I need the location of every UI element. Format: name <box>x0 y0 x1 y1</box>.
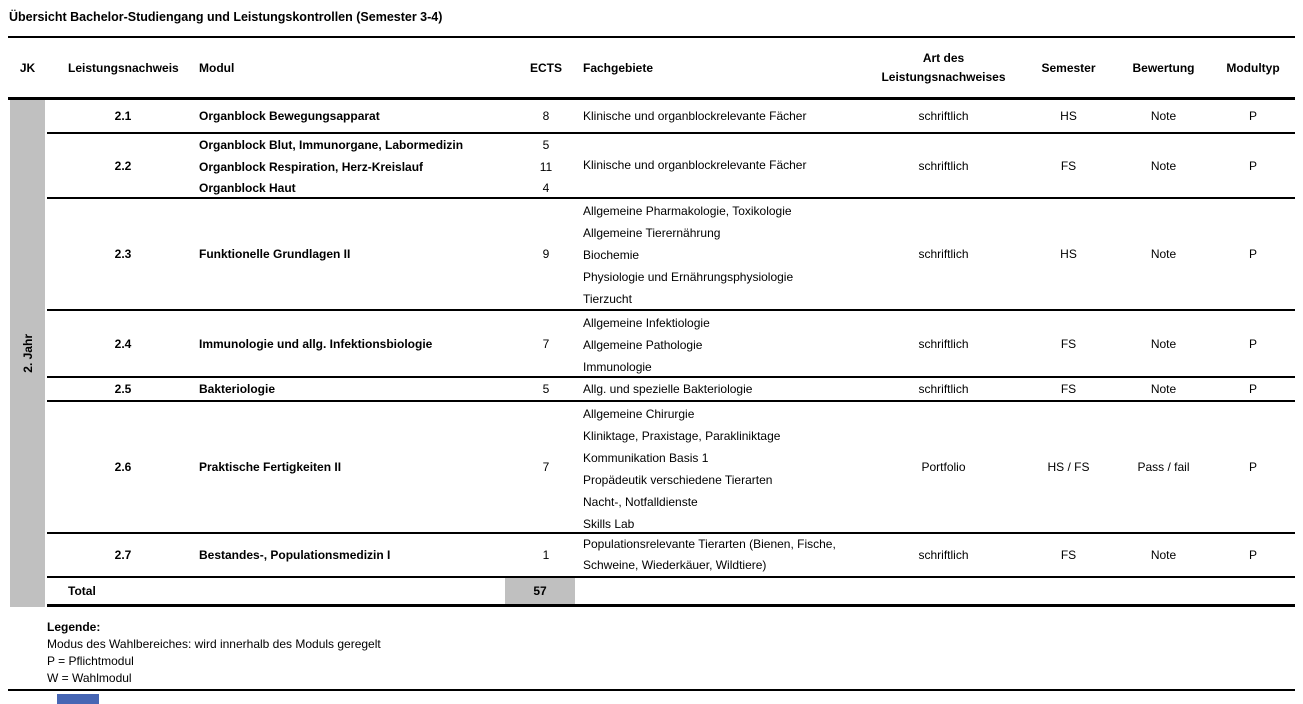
cell-fachgebiet: Allgemeine Tierernährung <box>583 226 721 240</box>
cell-leistungsnachweis: 2.1 <box>114 109 132 123</box>
table-row-total <box>47 578 1295 607</box>
cell-fachgebiet: Allg. und spezielle Bakteriologie <box>583 381 753 396</box>
legend-heading: Legende: <box>47 620 101 634</box>
cell-fachgebiet: Kommunikation Basis 1 <box>583 451 709 465</box>
cell-art: schriftlich <box>918 247 969 261</box>
table-row-2-4 <box>47 311 1295 378</box>
cell-art: schriftlich <box>918 382 969 396</box>
cell-module-name: Praktische Fertigkeiten II <box>199 460 342 474</box>
cell-fachgebiet: Nacht-, Notfalldienste <box>583 495 698 509</box>
cell-semester: FS <box>1060 548 1077 562</box>
cell-art: Portfolio <box>921 460 966 474</box>
cell-fachgebiet: Immunologie <box>583 360 652 374</box>
col-header-bewertung: Bewertung <box>1132 60 1195 75</box>
cell-ects: 5 <box>542 382 550 396</box>
bottom-rule <box>8 689 1295 691</box>
cell-module-name: Funktionelle Grundlagen II <box>199 247 351 261</box>
total-label: Total <box>68 584 96 598</box>
col-header-art-des-leistungsnachweises <box>866 49 1021 87</box>
cell-modultyp: P <box>1248 548 1257 562</box>
table-row-2-3 <box>47 199 1295 311</box>
legend-line: Modus des Wahlbereiches: wird innerhalb des Moduls geregelt <box>47 637 381 651</box>
overview-table <box>8 36 1295 704</box>
cell-ects: 4 <box>542 181 550 195</box>
cell-modultyp: P <box>1248 158 1257 173</box>
cell-bewertung: Note <box>1150 336 1177 351</box>
cell-leistungsnachweis: 2.3 <box>114 247 132 261</box>
cell-module-name: Bestandes-, Populationsmedizin I <box>199 548 391 562</box>
cell-fachgebiet: Allgemeine Pharmakologie, Toxikologie <box>583 204 792 218</box>
cell-fachgebiet: Tierzucht <box>583 292 632 306</box>
cell-semester: HS / FS <box>1047 460 1090 474</box>
cell-fachgebiet: Kliniktage, Praxistage, Parakliniktage <box>583 429 781 443</box>
cell-semester: FS <box>1060 336 1077 351</box>
partial-blue-bar <box>57 694 99 704</box>
cell-module-name: Organblock Bewegungsapparat <box>199 109 380 123</box>
cell-leistungsnachweis: 2.2 <box>114 158 132 173</box>
cell-ects: 11 <box>539 159 553 174</box>
cell-fachgebiet: Skills Lab <box>583 517 635 531</box>
cell-fachgebiet: Biochemie <box>583 248 640 262</box>
col-header-jk: JK <box>19 60 36 75</box>
col-header-leistungsnachweis: Leistungsnachweis <box>68 60 179 75</box>
cell-fachgebiet: Physiologie und Ernährungsphysiologie <box>583 270 794 284</box>
cell-bewertung: Note <box>1150 158 1177 173</box>
col-header-modul: Modul <box>199 60 235 75</box>
cell-module-name: Organblock Respiration, Herz-Kreislauf <box>199 159 424 174</box>
cell-ects: 5 <box>542 138 550 152</box>
cell-fachgebiet: Propädeutik verschiedene Tierarten <box>583 473 773 487</box>
cell-art: schriftlich <box>918 548 969 562</box>
col-header-modultyp: Modultyp <box>1226 60 1280 75</box>
total-ects-cell: 57 <box>505 578 575 604</box>
cell-modultyp: P <box>1248 247 1257 261</box>
cell-modultyp: P <box>1248 336 1257 351</box>
cell-modultyp: P <box>1248 460 1257 474</box>
cell-fachgebiet: Populationsrelevante Tierarten (Bienen, Fische, Schweine, Wiederkäuer, Wildtiere) <box>583 537 836 572</box>
cell-modultyp: P <box>1248 382 1257 396</box>
cell-fachgebiet: Klinische und organblockrelevante Fächer <box>583 108 807 123</box>
legend-line: W = Wahlmodul <box>47 671 132 685</box>
cell-bewertung: Note <box>1150 247 1177 261</box>
cell-semester: HS <box>1060 109 1077 123</box>
cell-art: schriftlich <box>918 158 969 173</box>
cell-art: schriftlich <box>918 336 969 351</box>
table-header-row <box>8 38 1295 97</box>
cell-leistungsnachweis: 2.6 <box>114 460 132 474</box>
cell-art: schriftlich <box>918 109 969 123</box>
cell-modultyp: P <box>1248 109 1257 123</box>
legend-line: P = Pflichtmodul <box>47 654 134 668</box>
year-label: 2. Jahr <box>20 334 35 373</box>
cell-ects: 7 <box>542 336 550 351</box>
cell-semester: FS <box>1060 382 1077 396</box>
cell-bewertung: Note <box>1150 109 1177 123</box>
cell-bewertung: Pass / fail <box>1137 460 1190 474</box>
col-header-fachgebiete: Fachgebiete <box>583 60 654 75</box>
cell-semester: HS <box>1060 247 1077 261</box>
col-header-semester: Semester <box>1041 60 1096 75</box>
cell-leistungsnachweis: 2.4 <box>114 336 132 351</box>
cell-leistungsnachweis: 2.5 <box>114 382 132 396</box>
cell-ects: 9 <box>542 247 550 261</box>
cell-ects: 8 <box>542 109 550 123</box>
col-header-ects: ECTS <box>529 60 562 75</box>
cell-bewertung: Note <box>1150 548 1177 562</box>
cell-module-name: Organblock Blut, Immunorgane, Labormedizin <box>199 138 464 152</box>
total-modul-empty <box>199 578 511 604</box>
cell-semester: FS <box>1060 158 1077 173</box>
table-body <box>8 100 1295 607</box>
legend <box>47 619 1295 687</box>
cell-module-name: Bakteriologie <box>199 382 276 396</box>
cell-fachgebiet: Allgemeine Chirurgie <box>583 407 695 421</box>
table-row-2-6 <box>47 402 1295 534</box>
cell-module-name: Organblock Haut <box>199 181 296 195</box>
col-header-art-line1: Art des <box>922 50 965 65</box>
year-band <box>10 100 45 607</box>
col-header-art-line2: Leistungsnachweises <box>881 69 1006 84</box>
cell-ects: 1 <box>542 548 550 562</box>
table-row-2-5 <box>47 378 1295 402</box>
cell-leistungsnachweis: 2.7 <box>114 548 132 562</box>
table-row-2-7 <box>47 534 1295 578</box>
table-row-2-2 <box>47 134 1295 199</box>
cell-fachgebiet: Allgemeine Pathologie <box>583 338 703 352</box>
cell-module-name: Immunologie und allg. Infektionsbiologie <box>199 336 433 351</box>
cell-ects: 7 <box>542 460 550 474</box>
table-row-2-1 <box>47 100 1295 134</box>
cell-fachgebiet: Klinische und organblockrelevante Fächer <box>583 158 807 172</box>
page-title: Übersicht Bachelor-Studiengang und Leistungskontrollen (Semester 3-4) <box>9 10 443 24</box>
cell-fachgebiet: Allgemeine Infektiologie <box>583 316 710 330</box>
cell-bewertung: Note <box>1150 382 1177 396</box>
